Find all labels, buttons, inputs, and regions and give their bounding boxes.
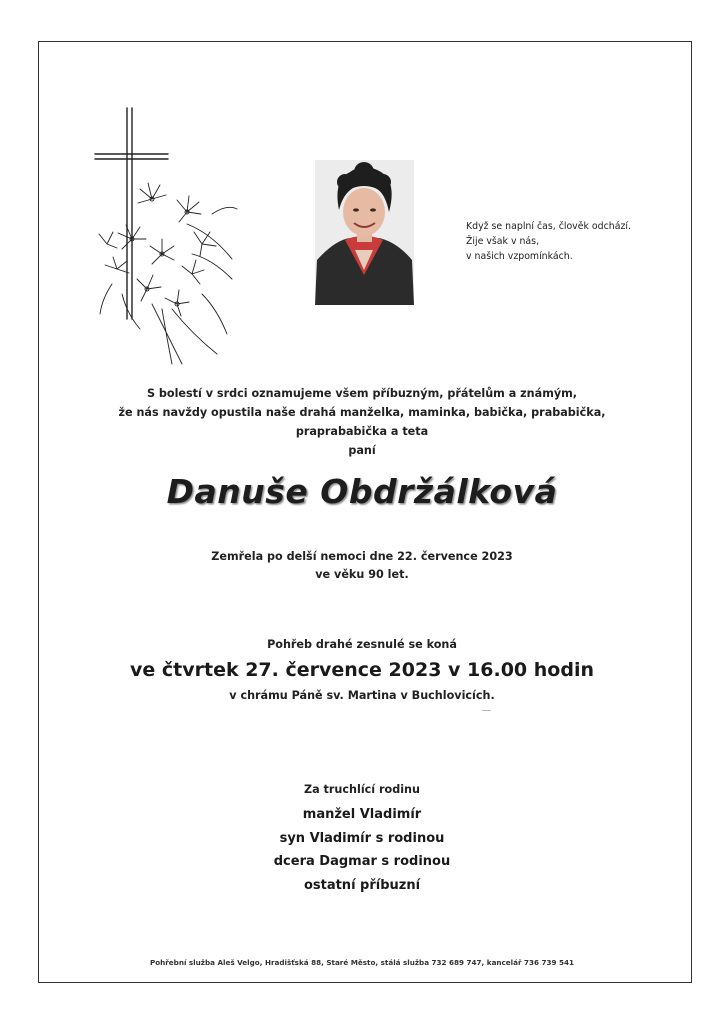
announcement-line: že nás navždy opustila naše drahá manželka, maminka, babička, prababička, xyxy=(118,406,606,419)
mourner-item: ostatní příbuzní xyxy=(303,877,421,893)
death-date-line: Zemřela po delší nemoci dne 22. července 2023 xyxy=(211,550,513,563)
mourner-item: manžel Vladimír xyxy=(302,807,422,822)
death-age-line: ve věku 90 let. xyxy=(315,568,409,581)
announcement-text xyxy=(0,384,724,460)
funeral-intro: Pohřeb drahé zesnulé se koná xyxy=(267,638,457,651)
announcement-line: praprababička a teta xyxy=(295,425,429,438)
mourner-item: dcera Dagmar s rodinou xyxy=(273,854,451,869)
poem-line: v našich vzpomínkách. xyxy=(466,251,573,262)
funeral-place: v chrámu Páně sv. Martina v Buchlovicích. xyxy=(229,689,495,702)
mourner-item: syn Vladimír s rodinou xyxy=(279,830,445,846)
mourners-list xyxy=(0,803,724,897)
funeral-service-footer: Pohřební služba Aleš Velgo, Hradišťská 88, Staré Město, stálá služba 732 689 747, kancelář 736 739 541 xyxy=(149,958,575,967)
announcement-line: paní xyxy=(348,444,376,457)
deceased-name: Danuše Obdržálková xyxy=(166,472,558,511)
scan-mark xyxy=(482,710,491,711)
poem-line: Když se naplní čas, člověk odchází. xyxy=(466,221,631,232)
mourners-intro: Za truchlící rodinu xyxy=(304,783,420,796)
announcement-line: S bolestí v srdci oznamujeme všem příbuzným, přátelům a známým, xyxy=(146,387,578,400)
death-info xyxy=(0,548,724,584)
memorial-poem xyxy=(466,219,631,264)
poem-line: Žije však v nás, xyxy=(466,236,540,247)
cross-flowers-icon xyxy=(92,104,242,372)
portrait-photo xyxy=(315,160,414,305)
funeral-datetime: ve čtvrtek 27. července 2023 v 16.00 hodin xyxy=(130,659,594,681)
